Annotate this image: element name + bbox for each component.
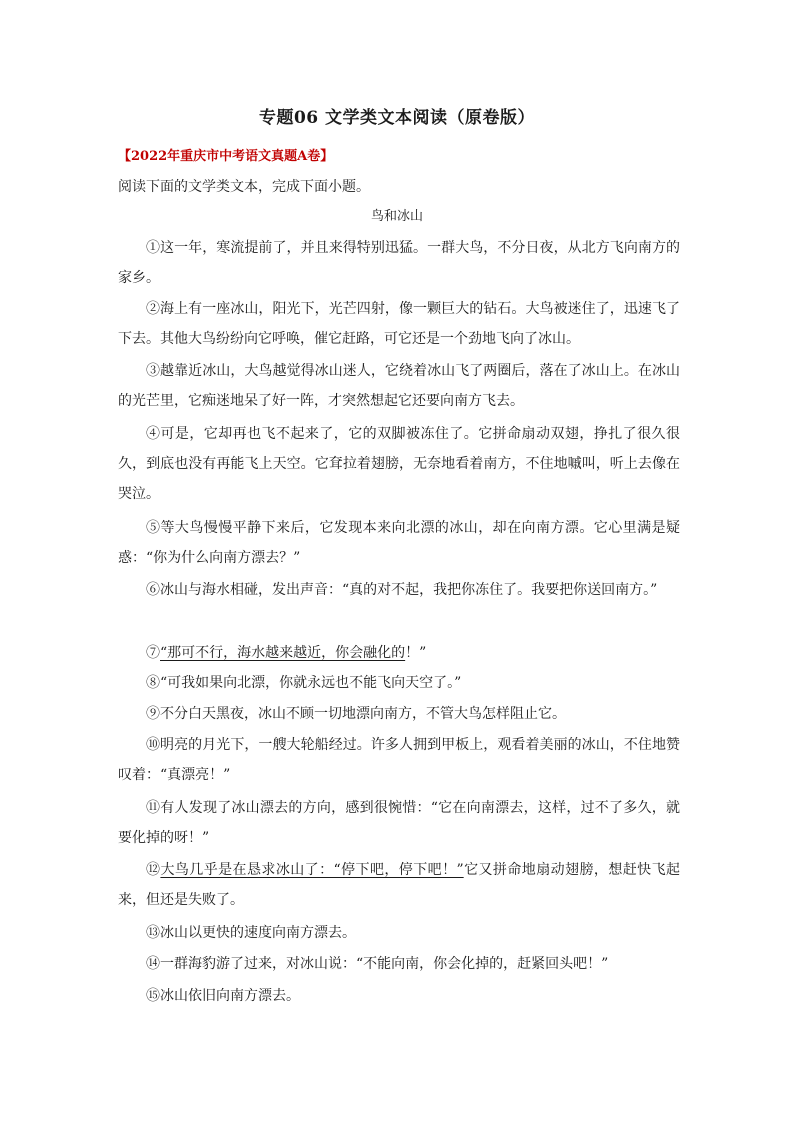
instruction-text: 阅读下面的文学类文本，完成下面小题。 <box>118 179 370 195</box>
document-title: 专题06 文学类文本阅读（原卷版） <box>258 108 536 128</box>
paragraph-12 <box>118 855 680 915</box>
paragraph-14: ⑭一群海豹游了过来，对冰山说：“不能向南，你会化掉的，赶紧回头吧！” <box>146 956 609 972</box>
paragraph-12-underlined-text: 大鸟几乎是在恳求冰山了：“停下吧，停下吧！” <box>160 862 464 878</box>
paragraph-10: ⑩明亮的月光下，一艘大轮船经过。许多人拥到甲板上，观看着美丽的冰山，不住地赞叹着：“真漂亮！” <box>118 737 680 783</box>
paragraph-7 <box>118 638 680 668</box>
paragraph-15: ⑮冰山依旧向南方漂去。 <box>146 988 300 1004</box>
paragraph-4: ④可是，它却再也飞不起来了，它的双脚被冻住了。它拼命扇动双翅，挣扎了很久很久，到底也没有再能飞上天空。它耷拉着翅膀，无奈地看着南方，不住地嘁叫，听上去像在哭泣。 <box>118 426 680 502</box>
paragraph-8: ⑧“可我如果向北漂，你就永远也不能飞向天空了。” <box>146 675 462 691</box>
paragraph-1: ①这一年，寒流提前了，并且来得特别迅猛。一群大鸟，不分日夜，从北方飞向南方的家乡。 <box>118 240 680 286</box>
paragraph-3: ③越靠近冰山，大鸟越觉得冰山迷人，它绕着冰山飞了两圈后，落在了冰山上。在冰山的光芒里，它痴迷地呆了好一阵，才突然想起它还要向南方飞去。 <box>118 363 680 409</box>
paragraph-7-number: ⑦ <box>146 645 160 661</box>
paragraph-9: ⑨不分白天黑夜，冰山不顾一切地漂向南方，不管大鸟怎样阻止它。 <box>146 706 566 722</box>
paragraph-13: ⑬冰山以更快的速度向南方漂去。 <box>146 925 356 941</box>
paragraph-7-ending: ！” <box>405 645 427 661</box>
paragraph-12-rest: 它又拼命地扇动翅膀，想赶快飞起来，但还是失败了。 <box>118 862 681 908</box>
paragraph-6: ⑥冰山与海水相碰，发出声音：“真的对不起，我把你冻住了。我要把你送回南方。” <box>146 582 658 598</box>
story-title: 鸟和冰山 <box>370 209 423 224</box>
paragraph-5: ⑤等大鸟慢慢平静下来后，它发现本来向北漂的冰山，却在向南方漂。它心里满是疑惑：“你为什么向南方漂去？” <box>118 520 680 566</box>
paragraph-7-underlined-text: “那可不行，海水越来越近，你会融化的 <box>160 645 406 661</box>
paragraph-2: ②海上有一座冰山，阳光下，光芒四射，像一颗巨大的钻石。大鸟被迷住了，迅速飞了下去。其他大鸟纷纷向它呼唤，催它赶路，可它还是一个劲地飞向了冰山。 <box>118 301 680 347</box>
paragraph-12-number: ⑫ <box>146 862 161 878</box>
exam-source-label: 【2022年重庆市中考语文真题A卷】 <box>118 149 334 164</box>
paragraph-11: ⑪有人发现了冰山漂去的方向，感到很惋惜：“它在向南漂去，这样，过不了多久，就要化掉的呀！” <box>118 800 680 846</box>
